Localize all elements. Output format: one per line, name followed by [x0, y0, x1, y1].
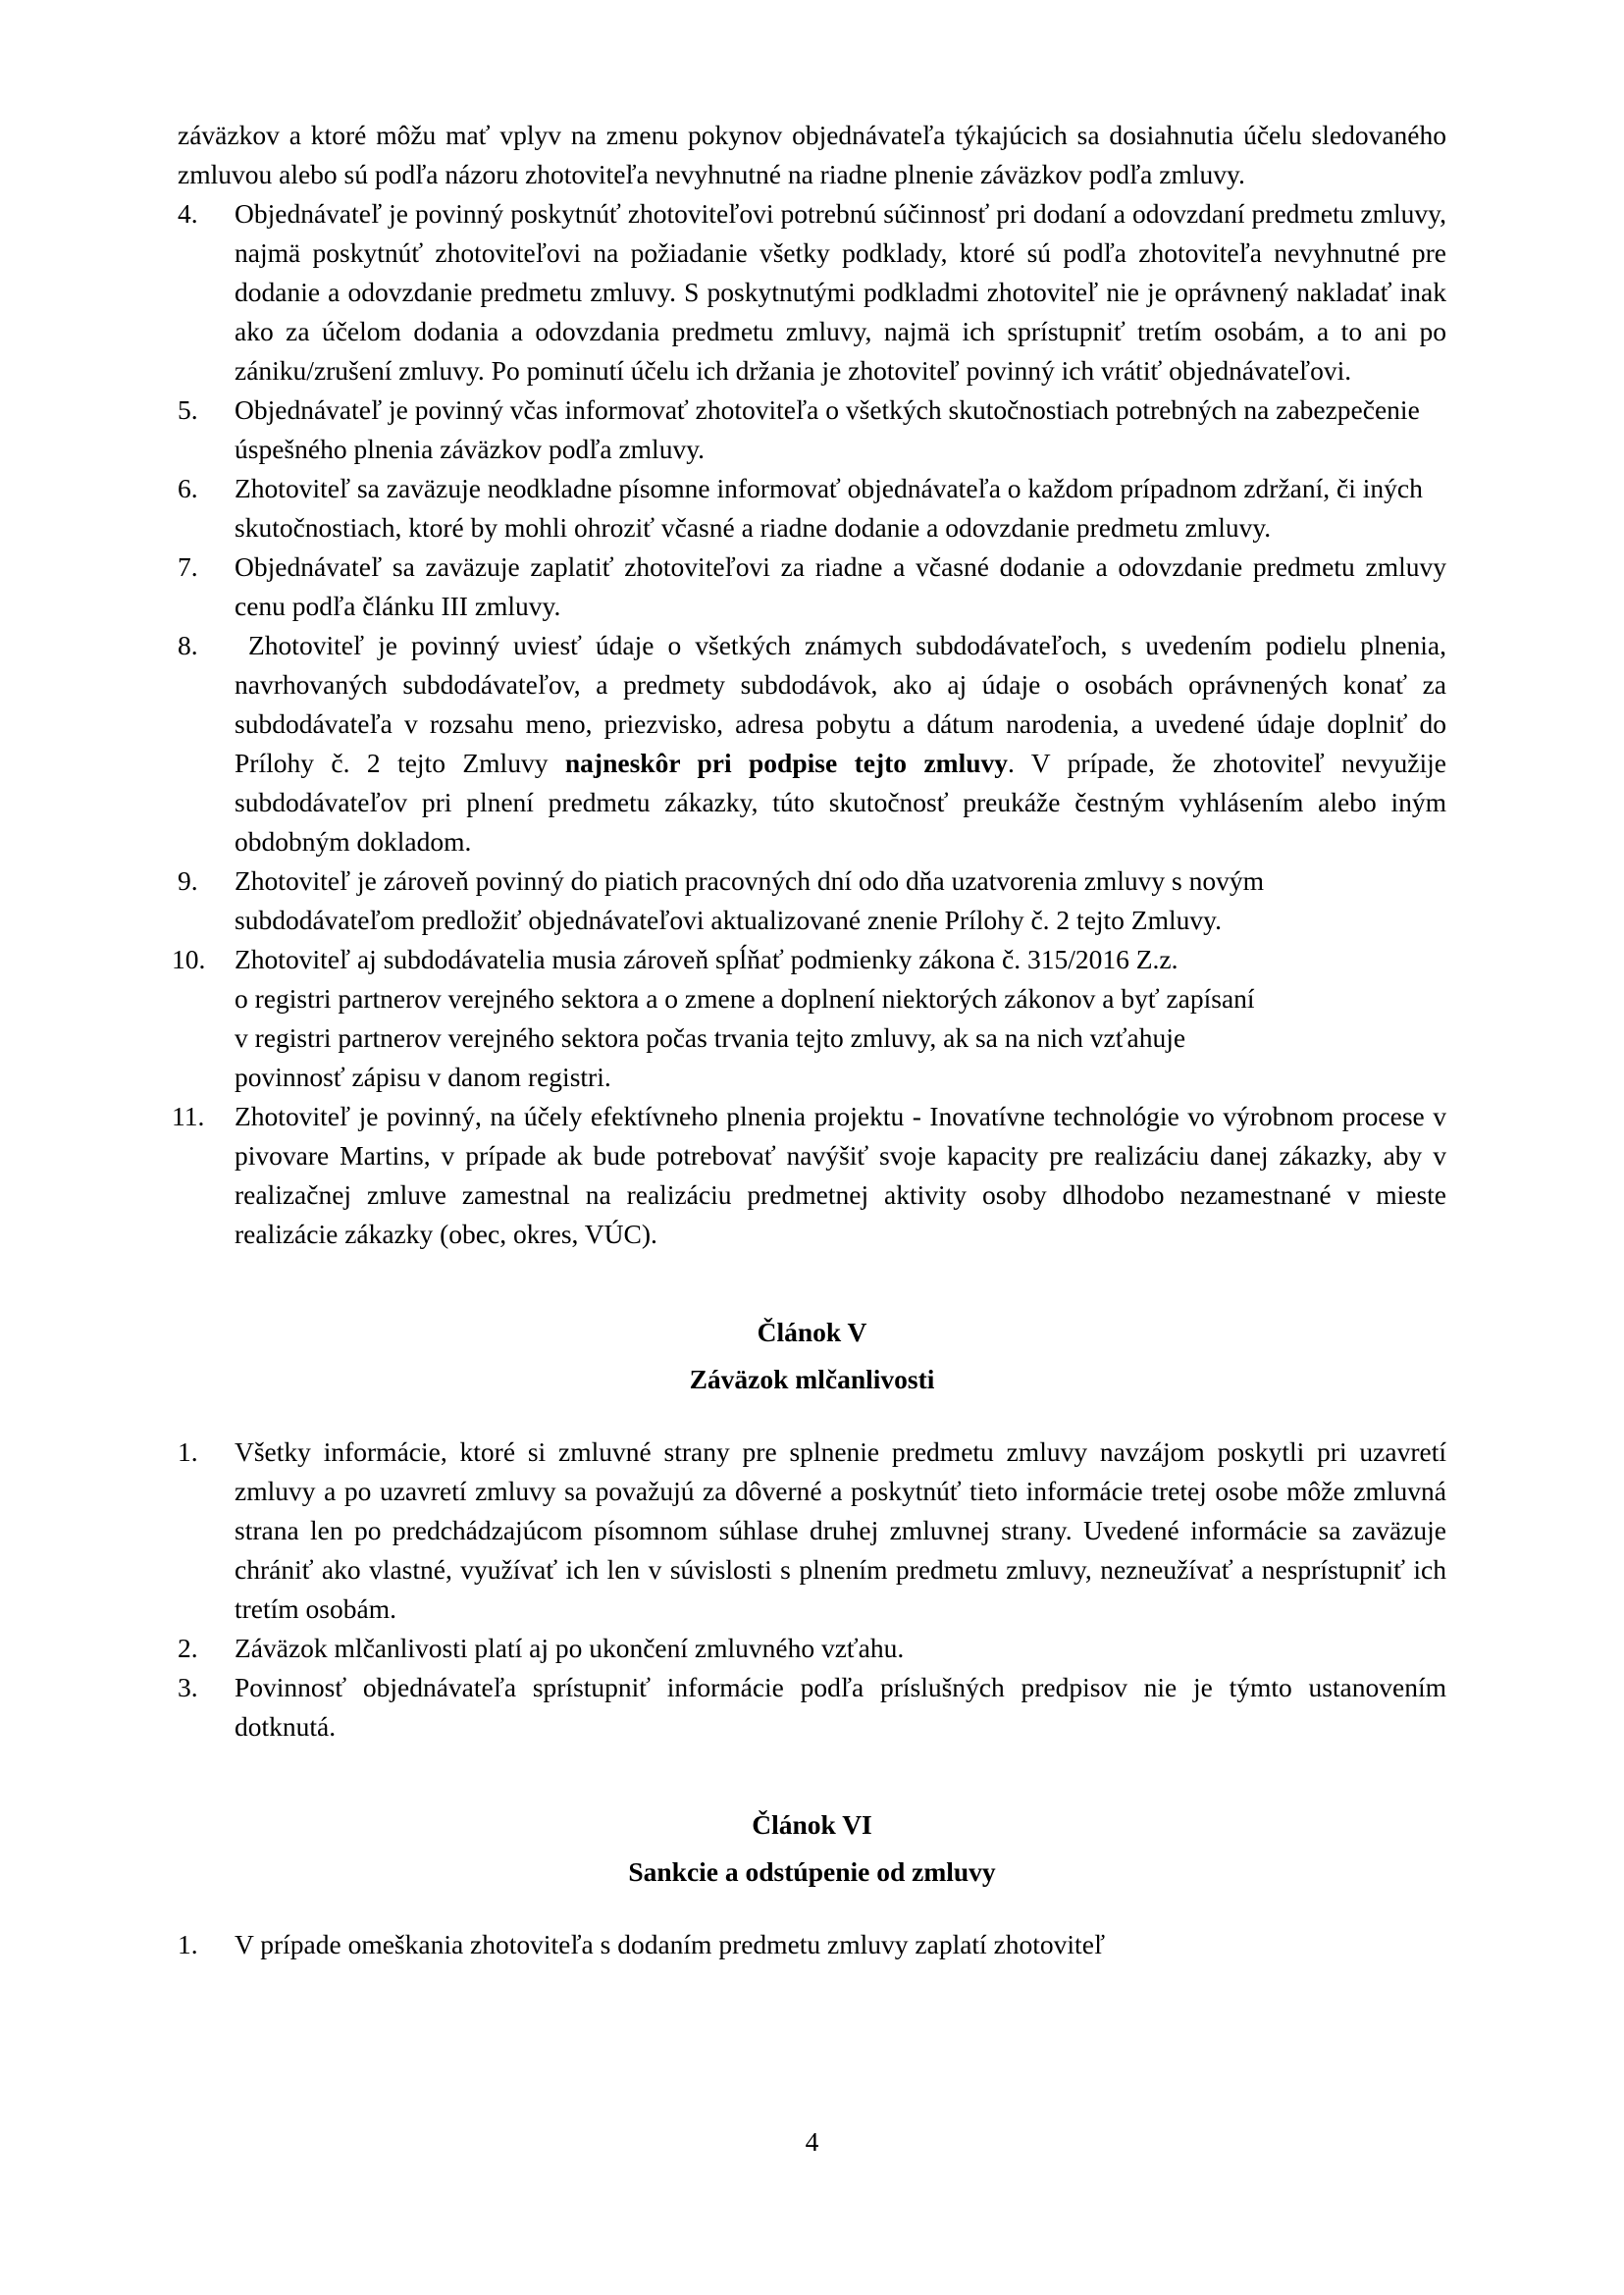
list-item-text-part2: . V prípade, že zhotoviteľ nevyužije subdodávateľov pri plnení predmetu zákazky, túto skutočnosť preukáže čestným vyhlásením alebo iným obdobným dokladom.	[235, 748, 1446, 857]
list-item	[178, 1629, 1446, 1668]
list-item	[178, 861, 1446, 940]
list-item-text-bold: najneskôr pri podpise tejto zmluvy	[564, 748, 1009, 778]
list-item-text-line-1: Zhotoviteľ aj subdodávatelia musia zároveň spĺňať podmienky zákona č. 315/2016 Z.z.	[235, 944, 1179, 974]
list-item-text: Objednávateľ je povinný poskytnúť zhotoviteľovi potrebnú súčinnosť pri dodaní a odovzdaní predmetu zmluvy, najmä poskytnúť zhotoviteľovi na požiadanie všetky podklady, ktoré sú podľa zhotoviteľa nevyhnutné pre dodanie a odovzdanie predmetu zmluvy. S poskytnutými podkladmi zhotoviteľ nie je oprávnený nakladať inak ako za účelom dodania a odovzdania predmetu zmluvy, najmä ich sprístupniť tretím osobám, a to ani po zániku/zrušení zmluvy. Po pominutí účelu ich držania je zhotoviteľ povinný ich vrátiť objednávateľovi.	[235, 198, 1446, 386]
list-marker: 6.	[178, 473, 198, 503]
page-content	[172, 116, 1446, 1964]
list-item	[178, 548, 1446, 626]
section-spacer	[178, 1399, 1446, 1433]
list-item	[178, 1925, 1446, 1964]
list-marker: 11.	[172, 1101, 205, 1131]
article-vi-subtitle: Sankcie a odstúpenie od zmluvy	[628, 1856, 996, 1887]
list-item-text: Záväzok mlčanlivosti platí aj po ukončení zmluvného vzťahu.	[235, 1633, 905, 1663]
list-marker: 4.	[178, 198, 198, 229]
continued-paragraph: záväzkov a ktoré môžu mať vplyv na zmenu pokynov objednávateľa týkajúcich sa dosiahnutia účelu sledovaného zmluvou alebo sú podľa názoru zhotoviteľa nevyhnutné na riadne plnenie záväzkov podľa zmluvy.	[178, 120, 1446, 189]
list-marker: 2.	[178, 1633, 198, 1663]
article-v-subtitle: Záväzok mlčanlivosti	[689, 1364, 935, 1394]
list-item-text: Povinnosť objednávateľa sprístupniť informácie podľa príslušných predpisov nie je týmto ustanovením dotknutá.	[235, 1672, 1446, 1742]
list-marker: 1.	[178, 1929, 198, 1959]
section-spacer	[178, 1254, 1446, 1313]
list-item-text: Objednávateľ sa zaväzuje zaplatiť zhotoviteľovi za riadne a včasné dodanie a odovzdanie predmetu zmluvy cenu podľa článku III zmluvy.	[235, 551, 1446, 621]
list-item	[178, 1433, 1446, 1629]
list-item	[178, 1668, 1446, 1747]
list-marker: 10.	[172, 944, 206, 974]
list-item	[178, 194, 1446, 391]
list-item-text: Všetky informácie, ktoré si zmluvné strany pre splnenie predmetu zmluvy navzájom poskytli pri uzavretí zmluvy a po uzavretí zmluvy sa považujú za dôverné a poskytnúť tieto informácie tretej osobe môže zmluvná strana len po predchádzajúcom písomnom súhlase druhej zmluvnej strany. Uvedené informácie sa zaväzuje chrániť ako vlastné, využívať ich len v súvislosti s plnením predmetu zmluvy, nezneužívať a nesprístupniť ich tretím osobám.	[235, 1436, 1446, 1624]
list-item-continuation: o registri partnerov verejného sektora a o zmene a doplnení niektorých zákonov a byť zapísaní	[235, 983, 1255, 1014]
list-marker: 1.	[178, 1436, 198, 1467]
list-marker: 9.	[178, 865, 198, 896]
article-v-title: Článok V	[757, 1317, 867, 1347]
list-marker: 3.	[178, 1672, 198, 1702]
list-item-text: Zhotoviteľ je povinný, na účely efektívneho plnenia projektu - Inovatívne technológie vo výrobnom procese v pivovare Martins, v prípade ak bude potrebovať navýšiť svoje kapacity pre realizáciu danej zákazky, aby v realizačnej zmluve zamestnal na realizáciu predmetnej aktivity osoby dlhodobo nezamestnané v mieste realizácie zákazky (obec, okres, VÚC).	[235, 1101, 1446, 1249]
list-marker: 5.	[178, 394, 198, 425]
list-item-continuation: povinnosť zápisu v danom registri.	[235, 1062, 611, 1092]
section-spacer	[178, 1747, 1446, 1805]
list-item	[172, 940, 1446, 979]
article-vi-title: Článok VI	[752, 1809, 872, 1840]
list-item	[178, 469, 1446, 548]
list-item-text: Zhotoviteľ sa zaväzuje neodkladne písomne informovať objednávateľa o každom prípadnom zdržaní, či iných skutočnostiach, ktoré by mohli ohroziť včasné a riadne dodanie a odovzdanie predmetu zmluvy.	[235, 473, 1423, 543]
heading-spacer	[178, 1845, 1446, 1852]
page-number: 4	[805, 2126, 819, 2157]
list-item-text: Objednávateľ je povinný včas informovať zhotoviteľa o všetkých skutočnostiach potrebných na zabezpečenie úspešného plnenia záväzkov podľa zmluvy.	[235, 394, 1420, 464]
list-item-continuation: v registri partnerov verejného sektora počas trvania tejto zmluvy, ak sa na nich vzťahuje	[235, 1022, 1186, 1053]
list-item-text: Zhotoviteľ je zároveň povinný do piatich pracovných dní odo dňa uzatvorenia zmluvy s novým subdodávateľom predložiť objednávateľovi aktualizované znenie Prílohy č. 2 tejto Zmluvy.	[235, 865, 1265, 935]
list-item	[178, 626, 1446, 861]
list-item-text-part1: Zhotoviteľ je povinný uviesť údaje o všetkých známych subdodávateľoch, s uvedením podielu plnenia, navrhovaných subdodávateľov, a predmety subdodávok, ako aj údaje o osobách oprávnených konať za subdodávateľa v rozsahu meno, priezvisko, adresa pobytu a dátum narodenia, a uvedené údaje doplniť do Prílohy č. 2 tejto Zmluvy	[235, 630, 1446, 778]
heading-spacer	[178, 1352, 1446, 1360]
list-item	[178, 391, 1446, 469]
list-item-text	[235, 626, 1446, 861]
list-marker: 7.	[178, 551, 198, 582]
section-spacer	[178, 1892, 1446, 1925]
list-marker: 8.	[178, 630, 198, 660]
list-item	[172, 1097, 1446, 1254]
list-item-text: V prípade omeškania zhotoviteľa s dodaním predmetu zmluvy zaplatí zhotoviteľ	[235, 1929, 1106, 1959]
